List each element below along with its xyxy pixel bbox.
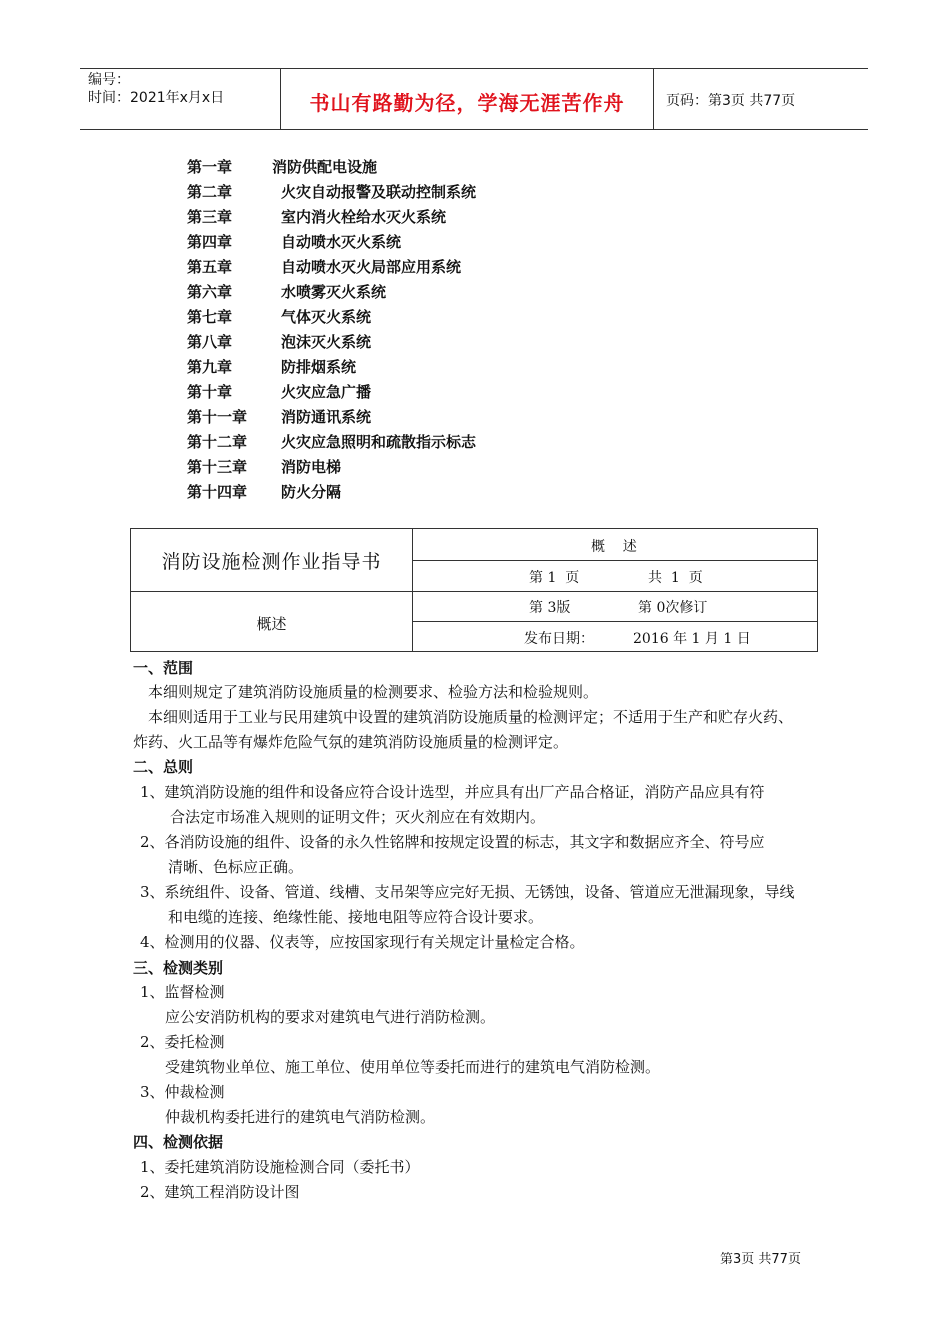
toc-chapter-title: 泡沫灭火系统 xyxy=(281,333,372,351)
section-name: 概述 xyxy=(256,615,287,633)
list-item: 1、委托建筑消防设施检测合同（委托书） xyxy=(140,1158,420,1176)
header-meta xyxy=(88,71,224,107)
revision-cell: 第 0次修订 xyxy=(638,600,708,616)
toc-chapter-title: 气体灭火系统 xyxy=(281,308,372,326)
toc-chapter-title: 自动喷水灭火局部应用系统 xyxy=(281,258,462,276)
publish-date-label: 发布日期： xyxy=(524,631,594,647)
toc-chapter-number: 第六章 xyxy=(187,283,233,301)
list-item: 2、委托检测 xyxy=(140,1033,225,1051)
toc-chapter-title: 防排烟系统 xyxy=(281,358,357,376)
toc-chapter-number: 第四章 xyxy=(187,233,233,251)
paragraph: 本细则规定了建筑消防设施质量的检测要求、检验方法和检验规则。 xyxy=(148,683,599,701)
toc-chapter-title: 自动喷水灭火系统 xyxy=(281,233,402,251)
paragraph: 本细则适用于工业与民用建筑中设置的建筑消防设施质量的检测评定；不适用于生产和贮存火药、 xyxy=(148,708,794,726)
toc-chapter-number: 第十四章 xyxy=(187,483,248,501)
toc-chapter-title: 火灾自动报警及联动控制系统 xyxy=(281,183,477,201)
document-title: 消防设施检测作业指导书 xyxy=(161,551,382,573)
page-header xyxy=(80,68,868,130)
toc-chapter-number: 第五章 xyxy=(187,258,233,276)
toc-chapter-number: 第九章 xyxy=(187,358,233,376)
list-item: 2、各消防设施的组件、设备的永久性铭牌和按规定设置的标志，其文字和数据应齐全、符号应 xyxy=(140,833,765,851)
list-item: 1、建筑消防设施的组件和设备应符合设计选型，并应具有出厂产品合格证，消防产品应具有符 xyxy=(140,783,765,801)
toc-chapter-number: 第三章 xyxy=(187,208,233,226)
header-page-label: 页码：第3页 共77页 xyxy=(666,93,796,109)
toc-chapter-title: 消防通讯系统 xyxy=(281,408,372,426)
list-item: 和电缆的连接、绝缘性能、接地电阻等应符合设计要求。 xyxy=(168,908,544,926)
paragraph: 应公安消防机构的要求对建筑电气进行消防检测。 xyxy=(165,1008,496,1026)
list-item: 2、建筑工程消防设计图 xyxy=(140,1183,300,1201)
toc-chapter-title: 消防供配电设施 xyxy=(272,158,378,176)
list-item: 4、检测用的仪器、仪表等，应按国家现行有关规定计量检定合格。 xyxy=(140,933,585,951)
toc-chapter-number: 第十一章 xyxy=(187,408,248,426)
header-divider xyxy=(653,69,654,129)
toc-chapter-title: 水喷雾灭火系统 xyxy=(281,283,387,301)
toc-chapter-number: 第八章 xyxy=(187,333,233,351)
toc-chapter-number: 第二章 xyxy=(187,183,233,201)
overview-cell: 概 述 xyxy=(591,539,637,555)
edition-cell: 第 3版 xyxy=(529,600,571,616)
section-heading: 一、范围 xyxy=(133,659,194,677)
toc-chapter-number: 第十章 xyxy=(187,383,233,401)
document-number-label: 编号： xyxy=(88,72,130,88)
list-item: 3、系统组件、设备、管道、线槽、支吊架等应完好无损、无锈蚀，设备、管道应无泄漏现象，导线 xyxy=(140,883,795,901)
toc-chapter-title: 火灾应急广播 xyxy=(281,383,372,401)
header-motto: 书山有路勤为径，学海无涯苦作舟 xyxy=(309,91,625,115)
section-heading: 四、检测依据 xyxy=(133,1133,224,1151)
section-heading: 二、总则 xyxy=(133,758,194,776)
toc-chapter-number: 第一章 xyxy=(187,158,233,176)
page-footer: 第3页 共77页 xyxy=(720,1252,801,1267)
publish-date: 2016 年 1 月 1 日 xyxy=(633,631,751,647)
paragraph: 受建筑物业单位、施工单位、使用单位等委托而进行的建筑电气消防检测。 xyxy=(165,1058,661,1076)
document-info-table xyxy=(130,528,818,652)
toc-chapter-number: 第七章 xyxy=(187,308,233,326)
section-heading: 三、检测类别 xyxy=(133,959,224,977)
page-number-cell: 第 1 页 xyxy=(529,570,580,586)
toc-chapter-title: 消防电梯 xyxy=(281,458,342,476)
paragraph: 仲裁机构委托进行的建筑电气消防检测。 xyxy=(165,1108,436,1126)
list-item: 1、监督检测 xyxy=(140,983,225,1001)
list-item: 3、仲裁检测 xyxy=(140,1083,225,1101)
toc-chapter-number: 第十三章 xyxy=(187,458,248,476)
toc-chapter-number: 第十二章 xyxy=(187,433,248,451)
toc-chapter-title: 室内消火栓给水灭火系统 xyxy=(281,208,447,226)
toc-chapter-title: 防火分隔 xyxy=(281,483,342,501)
list-item: 合法定市场准入规则的证明文件；灭火剂应在有效期内。 xyxy=(170,808,546,826)
toc-chapter-title: 火灾应急照明和疏散指示标志 xyxy=(281,433,477,451)
document-time-label: 时间：2021年x月x日 xyxy=(88,90,225,106)
page-total-cell: 共 1 页 xyxy=(648,570,703,586)
paragraph: 炸药、火工品等有爆炸危险气氛的建筑消防设施质量的检测评定。 xyxy=(133,733,569,751)
list-item: 清晰、色标应正确。 xyxy=(168,858,304,876)
